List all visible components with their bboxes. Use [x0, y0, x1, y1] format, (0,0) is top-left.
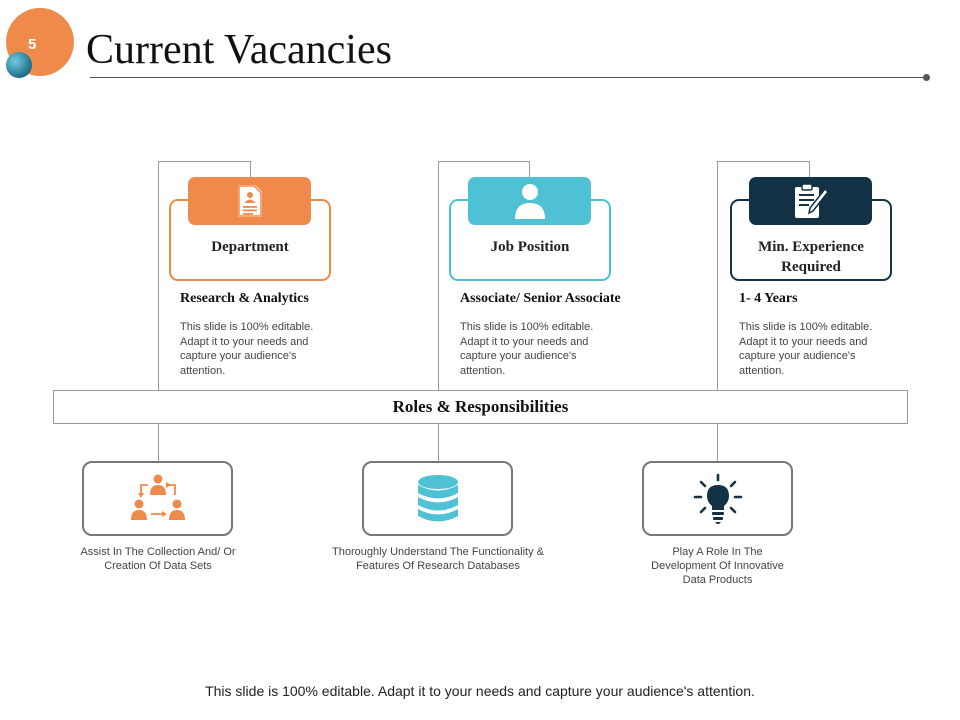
connector-line	[717, 161, 810, 162]
experience-icon-tab	[749, 177, 872, 225]
role-box-data-products	[642, 461, 793, 536]
connector-line	[717, 161, 718, 390]
connector-line	[809, 161, 810, 177]
connector-line	[250, 161, 251, 177]
card-label: Min. Experience Required	[758, 239, 864, 275]
connector-line	[438, 424, 439, 462]
role-caption: Assist In The Collection And/ Or Creation Of Data Sets	[80, 546, 236, 572]
roles-heading: Roles & Responsibilities	[392, 397, 569, 416]
department-description: This slide is 100% editable. Adapt it to your needs and capture your audience's attention.	[180, 321, 314, 377]
department-icon-tab	[188, 177, 311, 225]
title-underline-dot	[923, 74, 930, 81]
card-label: Job Position	[490, 239, 570, 255]
database-icon	[416, 474, 460, 524]
role-caption: Play A Role In The Development Of Innovative Data Products	[651, 546, 784, 586]
decorative-dot	[6, 52, 32, 78]
experience-description: This slide is 100% editable. Adapt it to your needs and capture your audience's attention.	[739, 321, 873, 377]
role-caption: Thoroughly Understand The Functionality & Features Of Research Databases	[332, 546, 544, 572]
experience-value: 1- 4 Years	[739, 291, 798, 306]
page-title: Current Vacancies	[86, 27, 392, 73]
role-box-databases	[362, 461, 513, 536]
connector-line	[438, 161, 439, 390]
team-network-icon	[129, 473, 187, 525]
job-position-description: This slide is 100% editable. Adapt it to your needs and capture your audience's attention.	[460, 321, 594, 377]
footer-text: This slide is 100% editable. Adapt it to your needs and capture your audience's attention.	[205, 683, 755, 699]
title-underline	[90, 77, 928, 78]
connector-line	[717, 424, 718, 462]
connector-line	[158, 424, 159, 462]
job-position-icon-tab	[468, 177, 591, 225]
role-box-data-sets	[82, 461, 233, 536]
resume-document-icon	[235, 183, 265, 219]
connector-line	[158, 161, 251, 162]
slide-number: 5	[28, 36, 37, 53]
clipboard-pen-icon	[791, 181, 831, 221]
job-position-value: Associate/ Senior Associate	[460, 291, 621, 306]
connector-line	[438, 161, 530, 162]
lightbulb-icon	[692, 473, 744, 525]
department-value: Research & Analytics	[180, 291, 309, 306]
roles-heading-bar	[53, 390, 908, 424]
connector-line	[529, 161, 530, 177]
card-label: Department	[211, 239, 289, 255]
connector-line	[158, 161, 159, 390]
user-icon	[513, 182, 547, 220]
